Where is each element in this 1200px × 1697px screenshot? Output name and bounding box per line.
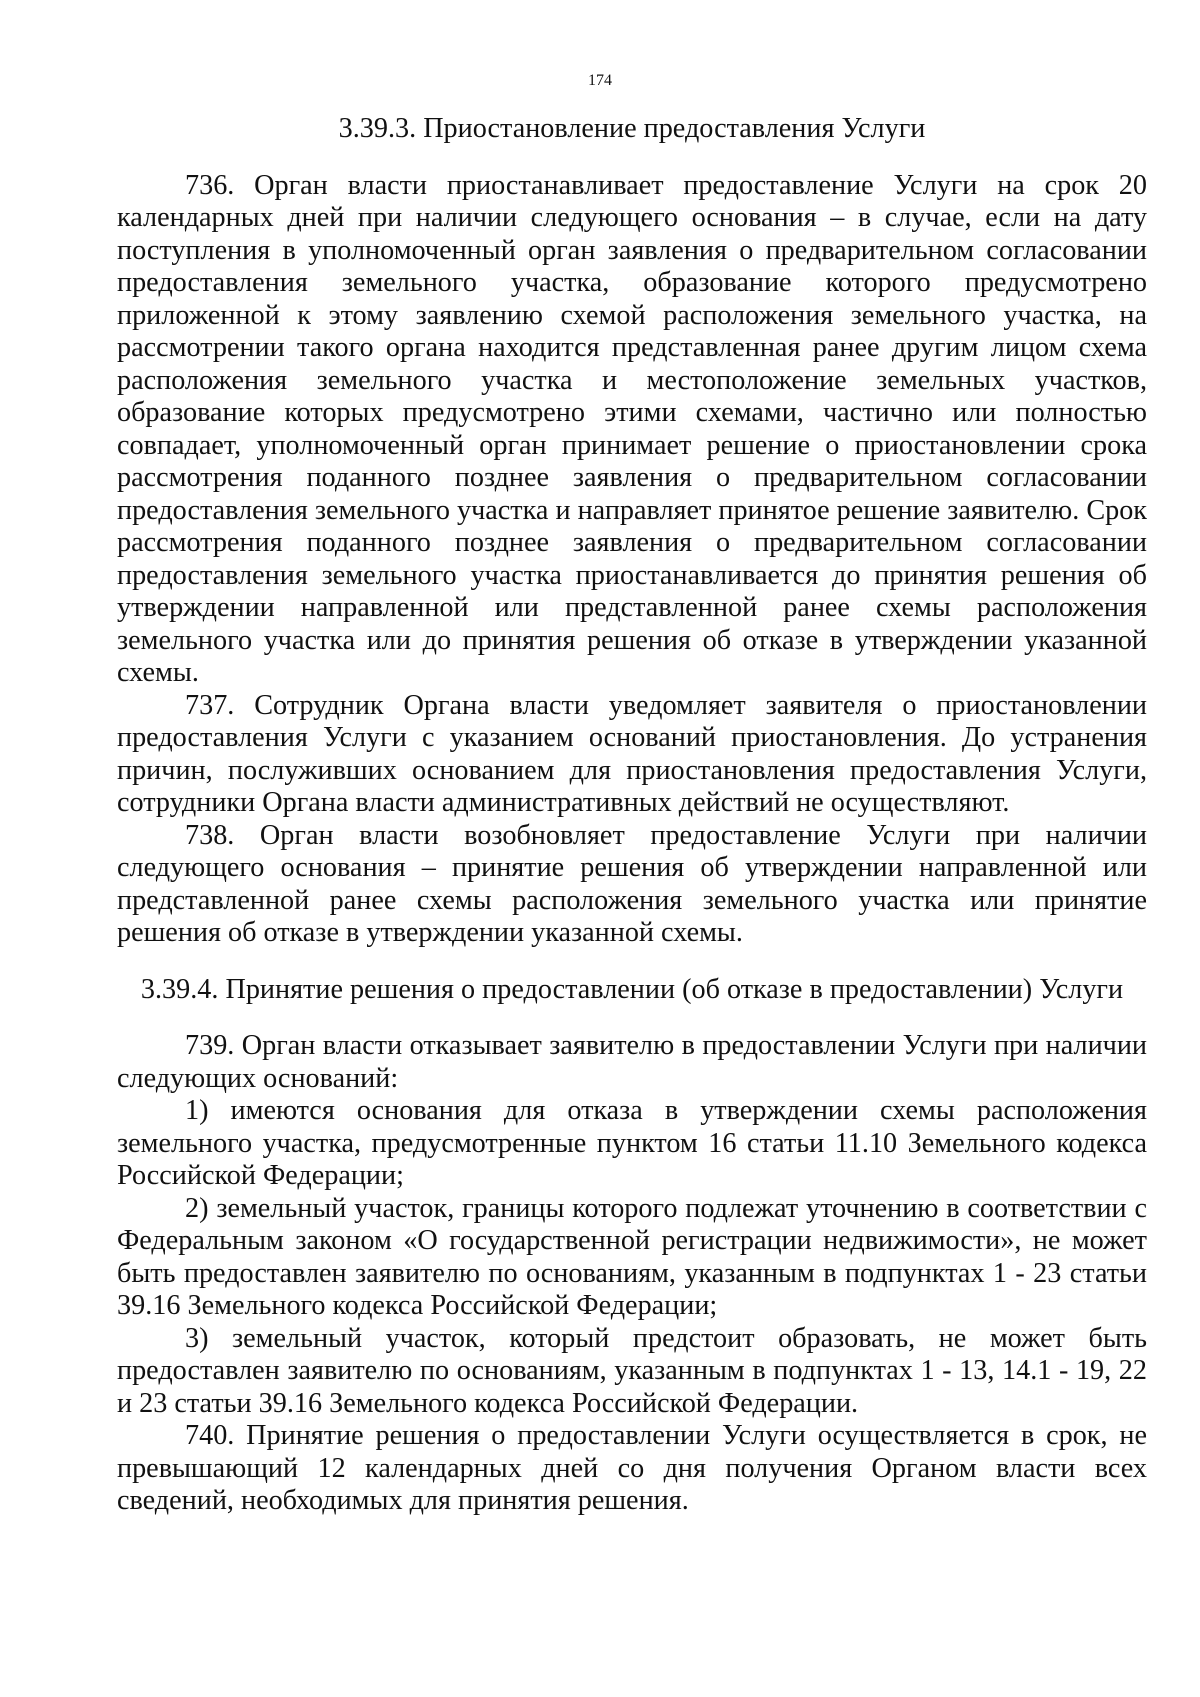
paragraph-737: 737. Сотрудник Органа власти уведомляет заявителя о приостановлении предоставления Услуги с указанием оснований приостановления. До устранения причин, послуживших основанием для приостановления предоставления Услуги, сотрудники Органа власти административных действий не осуществляют. (117, 689, 1147, 818)
list-item-1: 1) имеются основания для отказа в утверждении схемы расположения земельного участка, предусмотренные пунктом 16 статьи 11.10 Земельного кодекса Российской Федерации; (117, 1095, 1147, 1191)
paragraph-739: 739. Орган власти отказывает заявителю в предоставлении Услуги при наличии следующих оснований: (117, 1030, 1147, 1094)
page-number: 174 (588, 72, 612, 89)
page-content (117, 113, 1147, 1518)
list-item-3: 3) земельный участок, который предстоит образовать, не может быть предоставлен заявителю по основаниям, указанным в подпунктах 1 - 13, 14.1 - 19, 22 и 23 статьи 39.16 Земельного кодекса Российской Федерации. (117, 1322, 1147, 1419)
section-heading-3-39-3: 3.39.3. Приостановление предоставления Услуги (338, 113, 926, 144)
paragraph-738: 738. Орган власти возобновляет предоставление Услуги при наличии следующего основания – принятие решения об утверждении направленной или представленной ранее схемы расположения земельного участка или принятие решения об отказе в утверждении указанной схемы. (117, 819, 1147, 948)
paragraph-736: 736. Орган власти приостанавливает предоставление Услуги на срок 20 календарных дней при наличии следующего основания – в случае, если на дату поступления в уполномоченный орган заявления о предварительном согласовании предоставления земельного участка, образование которого предусмотрено приложенной к этому заявлению схемой расположения земельного участка, на рассмотрении такого органа находится представленная ранее другим лицом схема расположения земельного участка и местоположение земельных участков, образование которых предусмотрено этими схемами, частично или полностью совпадает, уполномоченный орган принимает решение о приостановлении срока рассмотрения поданного позднее заявления о предварительном согласовании предоставления земельного участка и направляет принятое решение заявителю. Срок рассмотрения поданного позднее заявления о предварительном согласовании предоставления земельного участка приостанавливается до принятия решения об утверждении направленной или представленной ранее схемы расположения земельного участка или до принятия решения об отказе в утверждении указанной схемы. (117, 169, 1147, 688)
paragraph-740: 740. Принятие решения о предоставлении Услуги осуществляется в срок, не превышающий 12 календарных дней со дня получения Органом власти всех сведений, необходимых для принятия решения. (117, 1420, 1147, 1516)
list-item-2: 2) земельный участок, границы которого подлежат уточнению в соответствии с Федеральным законом «О государственной регистрации недвижимости», не может быть предоставлен заявителю по основаниям, указанным в подпунктах 1 - 23 статьи 39.16 Земельного кодекса Российской Федерации; (117, 1192, 1147, 1321)
section-heading-3-39-4: 3.39.4. Принятие решения о предоставлении (об отказе в предоставлении) Услуги (140, 973, 1124, 1005)
